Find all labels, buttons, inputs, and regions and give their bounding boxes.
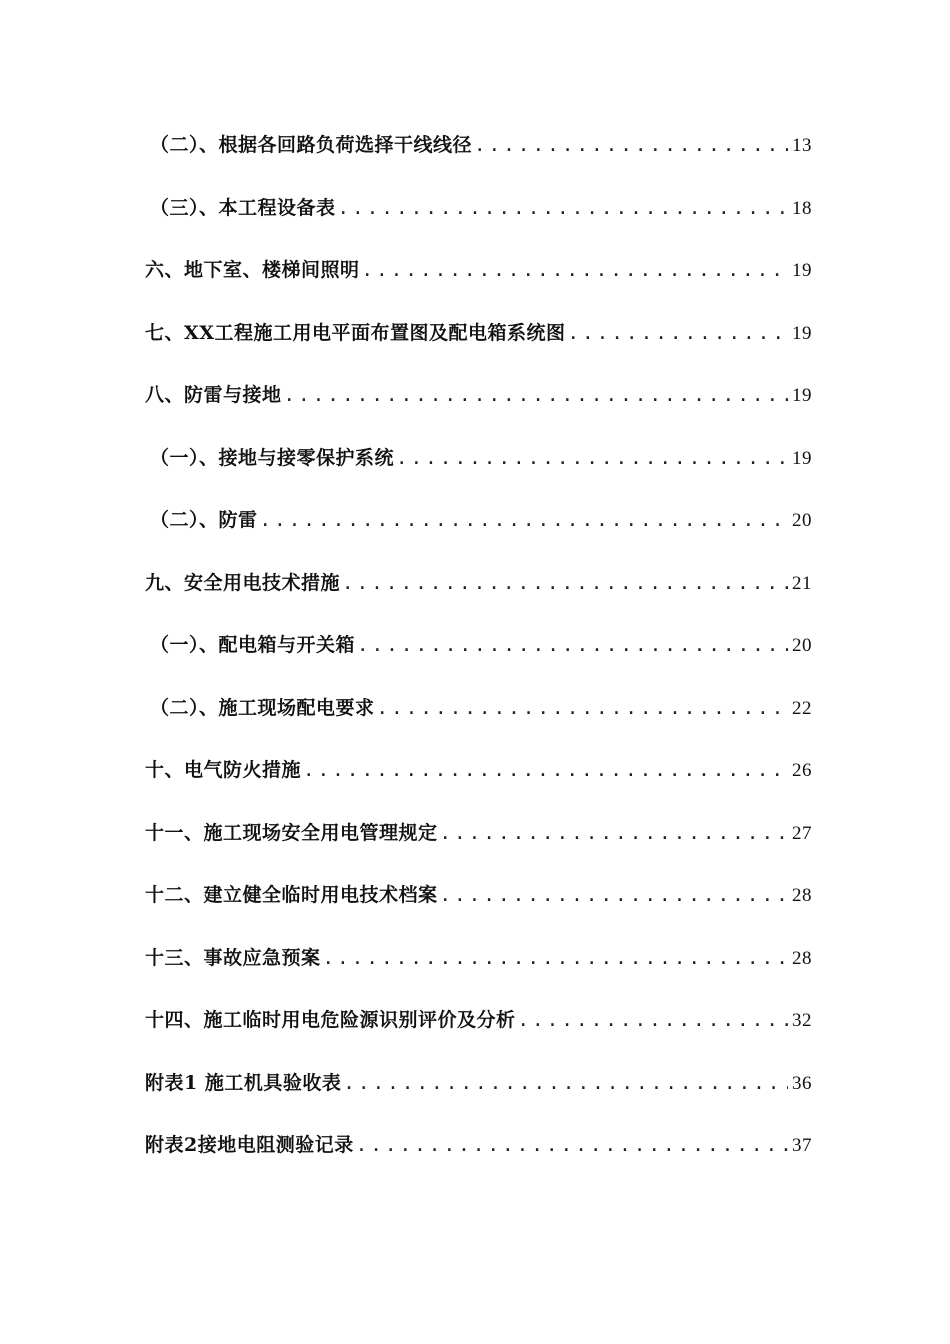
toc-dot-leader: [260, 509, 788, 531]
toc-dot-leader: [440, 884, 788, 906]
toc-entry-title: 附表1 施工机具验收表: [145, 1071, 342, 1094]
toc-dot-leader: [356, 1134, 788, 1156]
toc-entry-page: 26: [792, 760, 812, 781]
toc-entry[interactable]: [145, 755, 812, 818]
toc-entry-title: 九、安全用电技术措施: [145, 571, 341, 594]
toc-entry-title: （一）、接地与接零保护系统: [150, 446, 395, 469]
toc-entry-page: 19: [792, 322, 812, 344]
toc-entry[interactable]: [145, 1130, 812, 1193]
toc-entry[interactable]: [145, 1068, 812, 1131]
toc-entry-page: 19: [792, 385, 812, 406]
toc-entry[interactable]: [145, 630, 812, 693]
toc-dot-leader: [362, 259, 788, 281]
toc-entry[interactable]: [145, 568, 812, 631]
toc-dot-leader: [377, 697, 788, 719]
toc-entry-page: 22: [792, 697, 812, 719]
toc-entry-page: 32: [792, 1010, 812, 1031]
toc-entry[interactable]: [145, 193, 812, 256]
toc-dot-leader: [303, 759, 788, 781]
toc-entry-page: 19: [792, 447, 812, 469]
toc-entry-page: 28: [792, 947, 812, 969]
toc-dot-leader: [323, 947, 788, 969]
table-of-contents: [145, 130, 812, 1193]
toc-entry-page: 13: [792, 135, 812, 156]
toc-entry-page: 20: [792, 635, 812, 656]
toc-entry-page: 36: [792, 1072, 812, 1094]
toc-dot-leader: [342, 572, 788, 594]
toc-dot-leader: [474, 134, 788, 156]
toc-entry-page: 28: [792, 885, 812, 906]
toc-entry-title: 七、XX工程施工用电平面布置图及配电箱系统图: [145, 321, 566, 344]
toc-entry[interactable]: [145, 505, 812, 568]
toc-entry-title: 六、地下室、楼梯间照明: [145, 259, 360, 281]
toc-dot-leader: [284, 384, 788, 406]
toc-entry[interactable]: [145, 1005, 812, 1068]
toc-entry-title: 八、防雷与接地: [145, 384, 282, 406]
toc-dot-leader: [568, 322, 789, 344]
toc-entry-title: 十一、施工现场安全用电管理规定: [145, 821, 438, 844]
toc-entry[interactable]: [145, 943, 812, 1006]
toc-entry[interactable]: [145, 130, 812, 193]
toc-entry-title: 十三、事故应急预案: [145, 946, 321, 969]
toc-entry-title: 十二、建立健全临时用电技术档案: [145, 884, 438, 906]
toc-entry[interactable]: [145, 880, 812, 943]
toc-dot-leader: [396, 447, 788, 469]
toc-dot-leader: [518, 1009, 788, 1031]
toc-entry[interactable]: [145, 380, 812, 443]
toc-entry[interactable]: [145, 818, 812, 881]
toc-dot-leader: [440, 822, 788, 844]
toc-entry-page: 27: [792, 822, 812, 844]
toc-entry[interactable]: [145, 318, 812, 381]
toc-entry[interactable]: [145, 693, 812, 756]
toc-dot-leader: [338, 197, 788, 219]
toc-entry-page: 18: [792, 197, 812, 219]
toc-entry-title: （三）、本工程设备表: [150, 196, 336, 219]
toc-dot-leader: [343, 1072, 788, 1094]
toc-entry[interactable]: [145, 255, 812, 318]
toc-entry-title: （二）、根据各回路负荷选择干线线径: [150, 134, 473, 156]
toc-entry-title: （一）、配电箱与开关箱: [150, 634, 356, 656]
toc-dot-leader: [357, 634, 788, 656]
toc-entry-page: 21: [792, 572, 812, 594]
toc-entry-title: 十四、施工临时用电危险源识别评价及分析: [145, 1009, 516, 1031]
toc-entry-page: 37: [792, 1135, 812, 1156]
toc-entry-title: 附表2接地电阻测验记录: [145, 1134, 354, 1156]
toc-entry[interactable]: [145, 443, 812, 506]
toc-entry-page: 20: [792, 510, 812, 531]
toc-entry-title: （二）、防雷: [150, 509, 258, 531]
toc-entry-page: 19: [792, 260, 812, 281]
toc-entry-title: 十、电气防火措施: [145, 759, 302, 781]
toc-entry-title: （二）、施工现场配电要求: [150, 696, 375, 719]
